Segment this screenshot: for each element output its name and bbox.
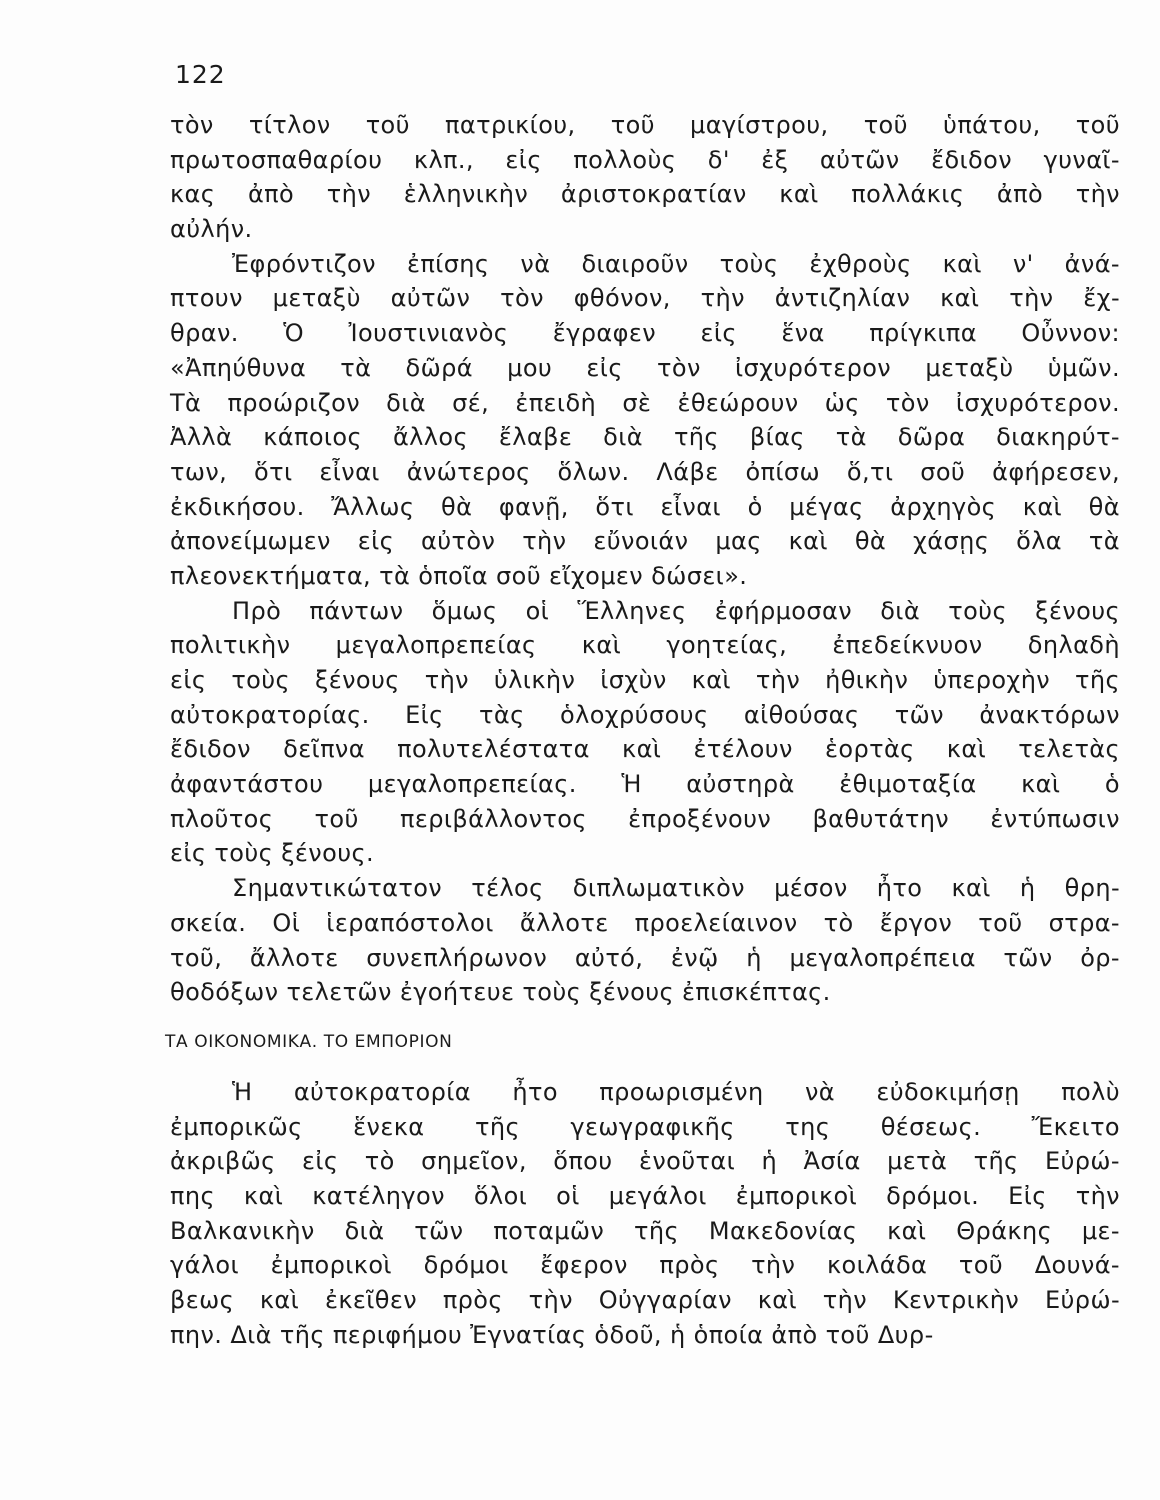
text-line: θραν. Ὁ Ἰουστινιανὸς ἔγραφεν εἰς ἕνα πρίγκιπα Οὖννον: xyxy=(170,319,1120,348)
page-number: 122 xyxy=(175,60,226,89)
text-line: αὐλήν. xyxy=(170,215,253,244)
text-line: κας ἀπὸ τὴν ἑλληνικὴν ἀριστοκρατίαν καὶ πολλάκις ἀπὸ τὴν xyxy=(170,180,1120,209)
text-line: πην. Διὰ τῆς περιφήμου Ἐγνατίας ὁδοῦ, ἡ ὁποία ἀπὸ τοῦ Δυρ- xyxy=(170,1320,934,1349)
text-line: Ἐφρόντιζον ἐπίσης νὰ διαιροῦν τοὺς ἐχθροὺς καὶ ν' ἀνά- xyxy=(232,249,1120,278)
main-text-bottom xyxy=(170,1075,1120,1353)
text-line: τὸν τίτλον τοῦ πατρικίου, τοῦ μαγίστρου, τοῦ ὑπάτου, τοῦ xyxy=(170,111,1120,139)
text-line: βεως καὶ ἐκεῖθεν πρὸς τὴν Οὐγγαρίαν καὶ τὴν Κεντρικὴν Εὐρώ- xyxy=(170,1286,1120,1315)
text-line: πλοῦτος τοῦ περιβάλλοντος ἐπροξένουν βαθυτάτην ἐντύπωσιν xyxy=(170,804,1120,833)
text-line: γάλοι ἐμπορικοὶ δρόμοι ἔφερον πρὸς τὴν κοιλάδα τοῦ Δουνά- xyxy=(170,1251,1120,1280)
text-line: πολιτικὴν μεγαλοπρεπείας καὶ γοητείας, ἐπεδείκνυον δηλαδὴ xyxy=(170,631,1120,660)
text-line: ἀπονείμωμεν εἰς αὐτὸν τὴν εὔνοιάν μας καὶ θὰ χάσῃς ὅλα τὰ xyxy=(170,527,1120,556)
text-line: πης καὶ κατέληγον ὅλοι οἱ μεγάλοι ἐμπορικοὶ δρόμοι. Εἰς τὴν xyxy=(170,1182,1120,1211)
main-text-top xyxy=(170,108,1120,1010)
text-line: Σημαντικώτατον τέλος διπλωματικὸν μέσον ἦτο καὶ ἡ θρη- xyxy=(232,874,1120,903)
text-line: σκεία. Οἱ ἱεραπόστολοι ἄλλοτε προελείαινον τὸ ἔργον τοῦ στρα- xyxy=(170,908,1120,937)
text-line: ἀφαντάστου μεγαλοπρεπείας. Ἡ αὐστηρὰ ἐθιμοταξία καὶ ὁ xyxy=(170,770,1120,799)
text-line: αὐτοκρατορίας. Εἰς τὰς ὁλοχρύσους αἰθούσας τῶν ἀνακτόρων xyxy=(170,700,1120,729)
text-line: εἰς τοὺς ξένους. xyxy=(170,839,374,868)
text-line: εἰς τοὺς ξένους τὴν ὑλικὴν ἰσχὺν καὶ τὴν ἠθικὴν ὑπεροχὴν τῆς xyxy=(170,666,1120,694)
text-line: πλεονεκτήματα, τὰ ὁποῖα σοῦ εἴχομεν δώσει». xyxy=(170,561,748,590)
text-line: «Ἀπηύθυνα τὰ δῶρά μου εἰς τὸν ἰσχυρότερον μεταξὺ ὑμῶν. xyxy=(170,353,1120,382)
text-line: ἐκδικήσου. Ἄλλως θὰ φανῇ, ὅτι εἶναι ὁ μέγας ἀρχηγὸς καὶ θὰ xyxy=(170,492,1120,521)
text-line: Ἀλλὰ κάποιος ἄλλος ἔλαβε διὰ τῆς βίας τὰ δῶρα διακηρύτ- xyxy=(170,423,1120,452)
text-line: πρωτοσπαθαρίου κλπ., εἰς πολλοὺς δ' ἐξ αὐτῶν ἔδιδον γυναῖ- xyxy=(170,145,1120,174)
section-heading: ΤΑ ΟΙΚΟΝΟΜΙΚΑ. ΤΟ ΕΜΠΟΡΙΟΝ xyxy=(165,1032,453,1052)
text-line: ἀκριβῶς εἰς τὸ σημεῖον, ὅπου ἑνοῦται ἡ Ἀσία μετὰ τῆς Εὐρώ- xyxy=(170,1147,1120,1176)
text-line: Βαλκανικὴν διὰ τῶν ποταμῶν τῆς Μακεδονίας καὶ Θράκης με- xyxy=(170,1216,1120,1245)
text-line: θοδόξων τελετῶν ἐγοήτευε τοὺς ξένους ἐπισκέπτας. xyxy=(170,978,831,1007)
text-line: ἔδιδον δεῖπνα πολυτελέστατα καὶ ἐτέλουν ἑορτὰς καὶ τελετὰς xyxy=(170,735,1120,764)
text-line: των, ὅτι εἶναι ἀνώτερος ὅλων. Λάβε ὀπίσω ὅ,τι σοῦ ἀφήρεσεν, xyxy=(170,457,1120,486)
text-line: Ἡ αὐτοκρατορία ἦτο προωρισμένη νὰ εὐδοκιμήσῃ πολὺ xyxy=(232,1078,1120,1106)
text-line: Τὰ προώριζον διὰ σέ, ἐπειδὴ σὲ ἐθεώρουν ὡς τὸν ἰσχυρότερον. xyxy=(170,388,1120,417)
text-line: πτουν μεταξὺ αὐτῶν τὸν φθόνον, τὴν ἀντιζηλίαν καὶ τὴν ἔχ- xyxy=(170,284,1120,313)
text-line: ἐμπορικῶς ἕνεκα τῆς γεωγραφικῆς της θέσεως. Ἔκειτο xyxy=(170,1112,1120,1141)
text-line: τοῦ, ἄλλοτε συνεπλήρωνον αὐτό, ἐνῷ ἡ μεγαλοπρέπεια τῶν ὀρ- xyxy=(170,943,1120,972)
text-line: Πρὸ πάντων ὅμως οἱ Ἕλληνες ἐφήρμοσαν διὰ τοὺς ξένους xyxy=(232,596,1120,625)
